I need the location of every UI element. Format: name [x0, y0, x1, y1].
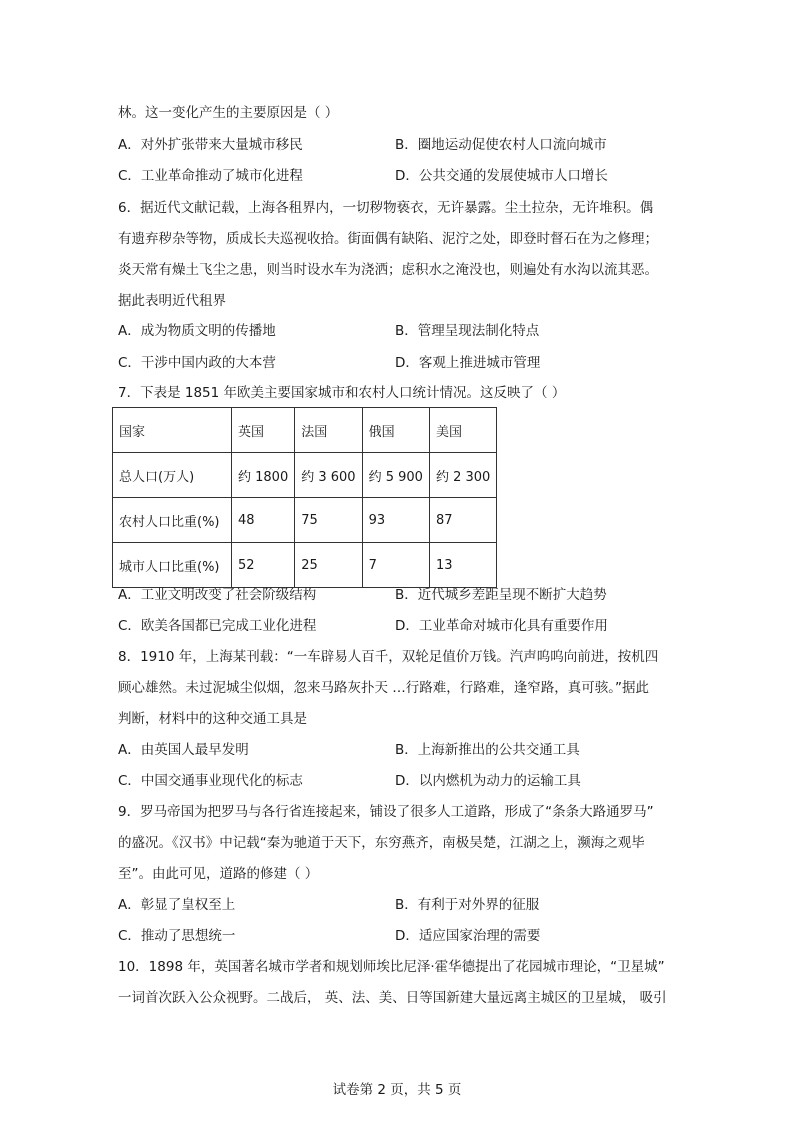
q5-stem: 林。这一变化产生的主要原因是（ ） [118, 105, 339, 121]
q6-option-c[interactable]: C．干涉中国内政的大本营 [118, 355, 276, 371]
q7-stem: 7．下表是 1851 年欧美主要国家城市和农村人口统计情况。这反映了（ ） [118, 385, 566, 401]
q9-option-b[interactable]: B．有利于对外界的征服 [395, 897, 540, 913]
table-cell: 总人口(万人) [113, 453, 232, 498]
table-cell: 13 [429, 543, 496, 588]
q5-option-b[interactable]: B．圈地运动促使农村人口流向城市 [395, 137, 607, 153]
q6-stem-line-4: 据此表明近代租界 [118, 293, 226, 309]
table-header-cell: 美国 [429, 408, 496, 453]
table-cell: 93 [362, 498, 429, 543]
q5-option-d[interactable]: D．公共交通的发展使城市人口增长 [395, 168, 608, 184]
table-cell: 约 3 600 [295, 453, 362, 498]
table-header-cell: 国家 [113, 408, 232, 453]
q9-option-c[interactable]: C．推动了思想统一 [118, 928, 236, 944]
q8-option-d[interactable]: D．以内燃机为动力的运输工具 [395, 773, 581, 789]
table-cell: 52 [232, 543, 295, 588]
q8-option-a[interactable]: A．由英国人最早发明 [118, 742, 249, 758]
table-cell: 87 [429, 498, 496, 543]
q9-stem-line-3: 至”。由此可见，道路的修建（ ） [118, 866, 319, 882]
q9-stem-line-1: 9．罗马帝国为把罗马与各行省连接起来，铺设了很多人工道路，形成了“条条大路通罗马” [118, 804, 654, 820]
table-cell: 25 [295, 543, 362, 588]
q6-option-a[interactable]: A．成为物质文明的传播地 [118, 323, 276, 339]
q10-stem-line-1: 10．1898 年，英国著名城市学者和规划师埃比尼泽·霍华德提出了花园城市理论，“卫星城” [118, 959, 665, 975]
q9-option-d[interactable]: D．适应国家治理的需要 [395, 928, 541, 944]
table-cell: 约 1800 [232, 453, 295, 498]
table-row [113, 498, 497, 543]
q6-stem-line-2: 有遗弃秽杂等物，质成长夫巡视收拾。街面偶有缺陷、泥泞之处，即登时督石在为之修理； [118, 231, 658, 247]
q7-option-c[interactable]: C．欧美各国都已完成工业化进程 [118, 618, 317, 634]
q7-option-a[interactable]: A．工业文明改变了社会阶级结构 [118, 587, 317, 603]
q7-option-d[interactable]: D．工业革命对城市化具有重要作用 [395, 618, 608, 634]
table-cell: 48 [232, 498, 295, 543]
q5-option-a[interactable]: A．对外扩张带来大量城市移民 [118, 137, 303, 153]
table-header-row [113, 408, 497, 453]
q8-option-b[interactable]: B．上海新推出的公共交通工具 [395, 742, 580, 758]
q7-option-b[interactable]: B．近代城乡差距呈现不断扩大趋势 [395, 587, 607, 603]
q8-option-c[interactable]: C．中国交通事业现代化的标志 [118, 773, 303, 789]
table-cell: 75 [295, 498, 362, 543]
table-cell: 7 [362, 543, 429, 588]
q5-option-c[interactable]: C．工业革命推动了城市化进程 [118, 168, 303, 184]
page-footer: 试卷第 2 页，共 5 页 [332, 1082, 462, 1098]
table-header-cell: 英国 [232, 408, 295, 453]
table-header-cell: 法国 [295, 408, 362, 453]
table-cell: 约 2 300 [429, 453, 496, 498]
q6-stem-line-3: 炎天常有燥土飞尘之患，则当时设水车为浇洒；虑积水之淹没也，则遍处有水沟以流其恶。 [118, 262, 658, 278]
population-table [112, 407, 497, 588]
q6-stem-line-1: 6．据近代文献记载，上海各租界内，一切秽物亵衣，无许暴露。尘土拉杂，无许堆积。偶 [118, 200, 654, 216]
q6-option-b[interactable]: B．管理呈现法制化特点 [395, 323, 540, 339]
q6-option-d[interactable]: D．客观上推进城市管理 [395, 355, 541, 371]
table-cell: 约 5 900 [362, 453, 429, 498]
q8-stem-line-2: 顾心雄然。未过泥城尘似烟，忽来马路灰扑天 …行路难，行路难，逢窄路，真可骇。”据此 [118, 680, 650, 696]
q9-option-a[interactable]: A．彰显了皇权至上 [118, 897, 236, 913]
table-cell: 城市人口比重(%) [113, 543, 232, 588]
table-row [113, 453, 497, 498]
q10-stem-line-2: 一词首次跃入公众视野。二战后， 英、法、美、日等国新建大量远离主城区的卫星城， 吸引 [118, 990, 667, 1006]
q8-stem-line-3: 判断，材料中的这种交通工具是 [118, 711, 307, 727]
table-header-cell: 俄国 [362, 408, 429, 453]
table-row [113, 543, 497, 588]
table-cell: 农村人口比重(%) [113, 498, 232, 543]
q8-stem-line-1: 8．1910 年，上海某刊载：“一车辟易人百千，双轮足值价万钱。汽声呜呜向前进，按机四 [118, 649, 659, 665]
q9-stem-line-2: 的盛况。《汉书》中记载“秦为驰道于天下，东穷燕齐，南极吴楚，江湖之上，濒海之观毕 [118, 835, 645, 851]
